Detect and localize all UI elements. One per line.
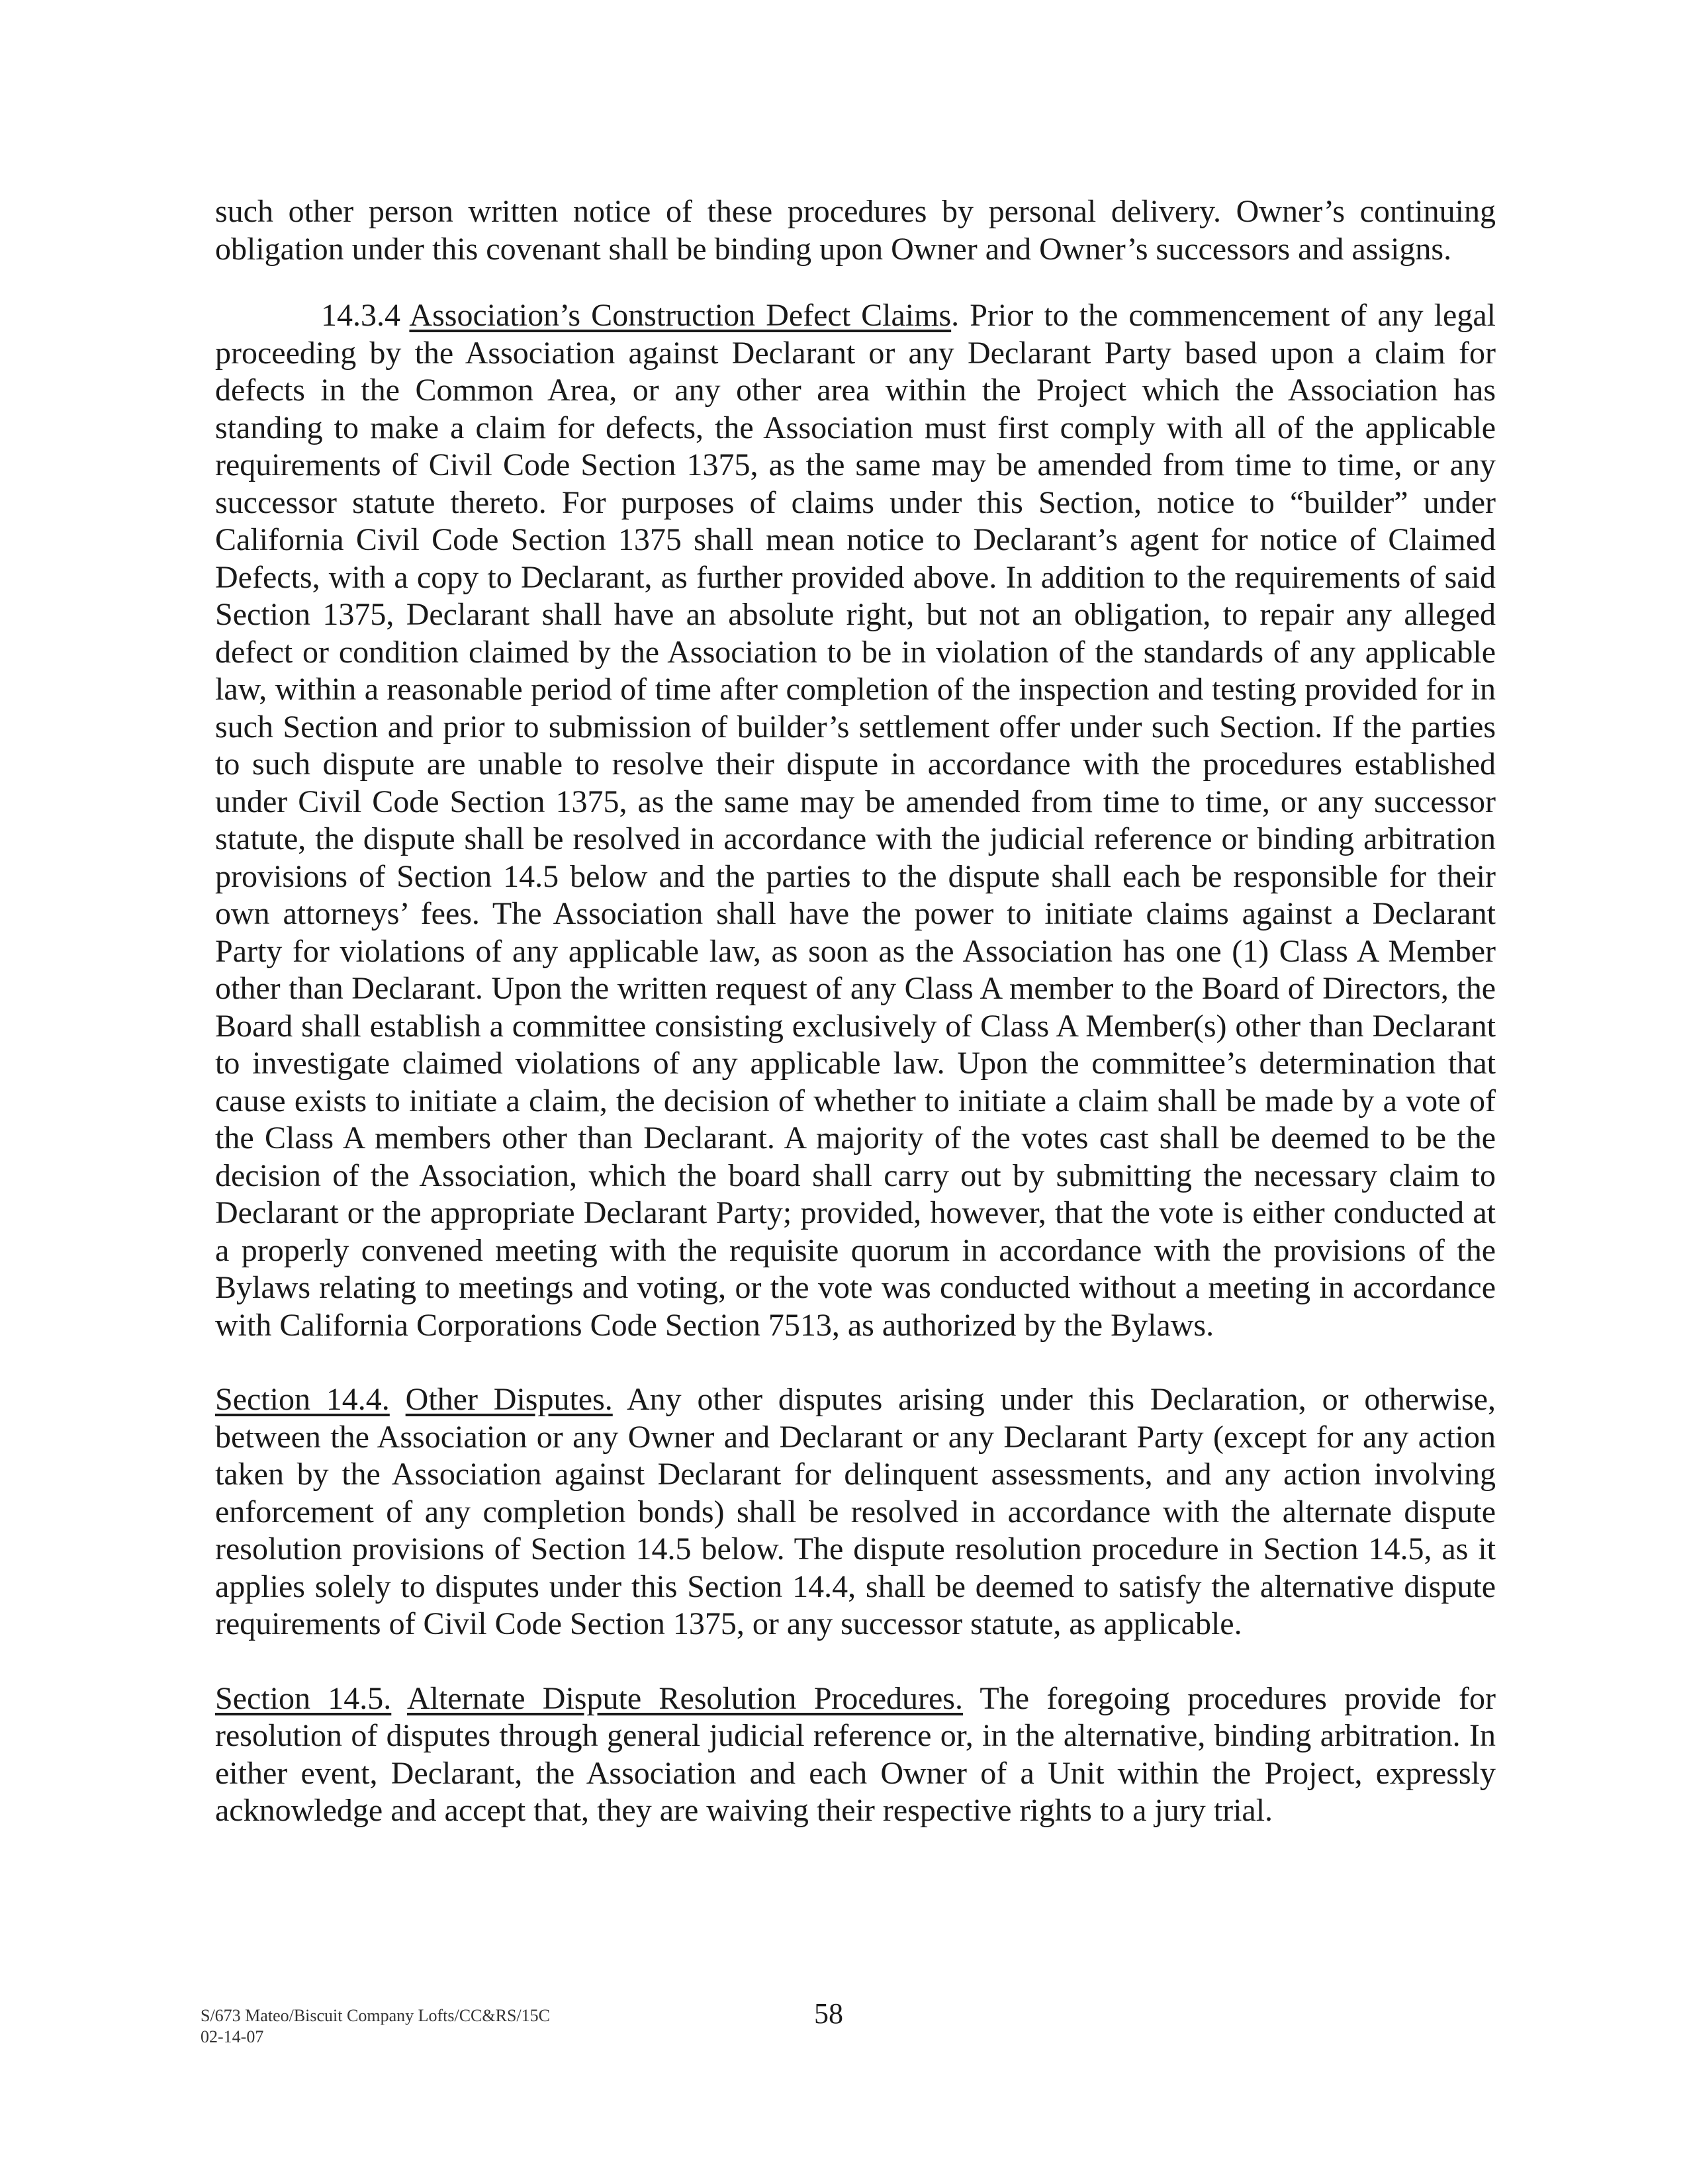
continuation-paragraph — [215, 193, 1496, 268]
section-14-3-4-paragraph: 14.3.4 Association’s Construction Defect Claims. Prior to the commencement of any legal proceeding by the Association against Declarant or any Declarant Party based upon a claim for defects in the Common Area, or any other area within the Project which the Association has standing to make a claim for defects, the Association must first comply with all of the applicable requirements of Civil Code Section 1375, as the same may be amended from time to time, or any successor statute thereto. For purposes of claims under this Section, notice to “builder” under California Civil Code Section 1375 shall mean notice to Declarant’s agent for notice of Claimed Defects, with a copy to Declarant, as further provided above. In addition to the requirements of said Section 1375, Declarant shall have an absolute right, but not an obligation, to repair any alleged defect or condition claimed by the Association to be in violation of the standards of any applicable law, within a reasonable period of time after completion of the inspection and testing provided for in such Section and prior to submission of builder’s settlement offer under such Section. If the parties to such dispute are unable to resolve their dispute in accordance with the procedures established under Civil Code Section 1375, as the same may be amended from time to time, or any successor statute, the dispute shall be resolved in accordance with the judicial reference or binding arbitration provisions of Section 14.5 below and the parties to the dispute shall each be responsible for their own attorneys’ fees. The Association shall have the power to initiate claims against a Declarant Party for violations of any applicable law, as soon as the Association has one (1) Class A Member other than Declarant. Upon the written request of any Class A member to the Board of Directors, the Board shall establish a committee consisting exclusively of Class A Member(s) other than Declarant to investigate claimed violations of any applicable law. Upon the committee’s determination that cause exists to initiate a claim, the decision of whether to initiate a claim shall be made by a vote of the Class A members other than Declarant. A majority of the votes cast shall be deemed to be the decision of the Association, which the board shall carry out by submitting the necessary claim to Declarant or the appropriate Declarant Party; provided, however, that the vote is either conducted at a properly convened meeting with the requisite quorum in accordance with the provisions of the Bylaws relating to meetings and voting, or the vote was conducted without a meeting in accordance with California Corporations Code Section 7513, as authorized by the Bylaws. — [215, 298, 1496, 1343]
section-14-5-paragraph — [215, 1680, 1496, 1830]
section-14-3-4-body: Prior to the commencement of any legal proceeding by the Association against Declarant or any Declarant Party based upon a claim for defects in the Common Area, or any other area within the Project which the Association has standing to make a claim for defects, the Association must first comply with all of the applicable requirements of Civil Code Section 1375, as the same may be amended from time to time, or any successor statute thereto. For purposes of claims under this Section, notice to “builder” under California Civil Code Section 1375 shall mean notice to Declarant’s agent for notice of Claimed Defects, with a copy to Declarant, as further provided above. In addition to the requirements of said Section 1375, Declarant shall have an absolute right, but not an obligation, to repair any alleged defect or condition claimed by the Association to be in violation of the standards of any applicable law, within a reasonable period of time after completion of the inspection and testing provided for in such Section and prior to submission of builder’s settlement offer under such Section. If the parties to such dispute are unable to resolve their dispute in accordance with the procedures established under Civil Code Section 1375, as the same may be amended from time to time, or any successor statute, the dispute shall be resolved in accordance with the judicial reference or binding arbitration provisions of Section 14.5 below and the parties to the dispute shall each be responsible for their own attorneys’ fees. The Association shall have the power to initiate claims against a Declarant Party for violations of any applicable law, as soon as the Association has one (1) Class A Member other than Declarant. Upon the written request of any Class A member to the Board of Directors, the Board shall establish a committee consisting exclusively of Class A Member(s) other than Declarant to investigate claimed violations of any applicable law. Upon the committee’s determination that cause exists to initiate a claim, the decision of whether to initiate a claim shall be made by a vote of the Class A members other than Declarant. A majority of the votes cast shall be deemed to be the decision of the Association, which the board shall carry out by submitting the necessary claim to Declarant or the appropriate Declarant Party; provided, however, that the vote is either conducted at a properly convened meeting with the requisite quorum in accordance with the provisions of the Bylaws relating to meetings and voting, or the vote was conducted without a meeting in accordance with California Corporations Code Section 7513, as authorized by the Bylaws. — [215, 298, 1496, 1343]
section-14-4-paragraph — [215, 1381, 1496, 1643]
document-path: S/673 Mateo/Biscuit Company Lofts/CC&RS/15C — [201, 2006, 550, 2025]
section-14-3-4-number: 14.3.4 — [321, 298, 400, 333]
page-body — [215, 193, 1496, 1867]
section-14-4-title: Other Disputes. — [405, 1382, 613, 1417]
section-14-3-4-title: Association’s Construction Defect Claims — [409, 298, 952, 333]
document-date: 02-14-07 — [201, 2027, 264, 2046]
section-14-5-title: Alternate Dispute Resolution Procedures. — [406, 1680, 963, 1716]
section-14-4-label: Section 14.4. — [215, 1382, 390, 1417]
section-14-4-body: Any other disputes arising under this Declaration, or otherwise, between the Association or any Owner and Declarant or any Declarant Party (except for any action taken by the Association against Declarant for delinquent assessments, and any action involving enforcement of any completion bonds) shall be resolved in accordance with the alternate dispute resolution provisions of Section 14.5 below. The dispute resolution procedure in Section 14.5, as it applies solely to disputes under this Section 14.4, shall be deemed to satisfy the alternative dispute requirements of Civil Code Section 1375, or any successor statute, as applicable. — [215, 1382, 1496, 1641]
continuation-text: such other person written notice of these procedures by personal delivery. Owner’s continuing obligation under this covenant shall be binding upon Owner and Owner’s successors and assigns. — [215, 194, 1496, 267]
section-14-5-label: Section 14.5. — [215, 1680, 392, 1716]
page-number: 58 — [814, 1997, 843, 2030]
document-reference — [201, 2005, 550, 2048]
section-14-5-body: The foregoing procedures provide for resolution of disputes through general judicial reference or, in the alternative, binding arbitration. In either event, Declarant, the Association and each Owner of a Unit within the Project, expressly acknowledge and accept that, they are waiving their respective rights to a jury trial. — [215, 1680, 1496, 1828]
